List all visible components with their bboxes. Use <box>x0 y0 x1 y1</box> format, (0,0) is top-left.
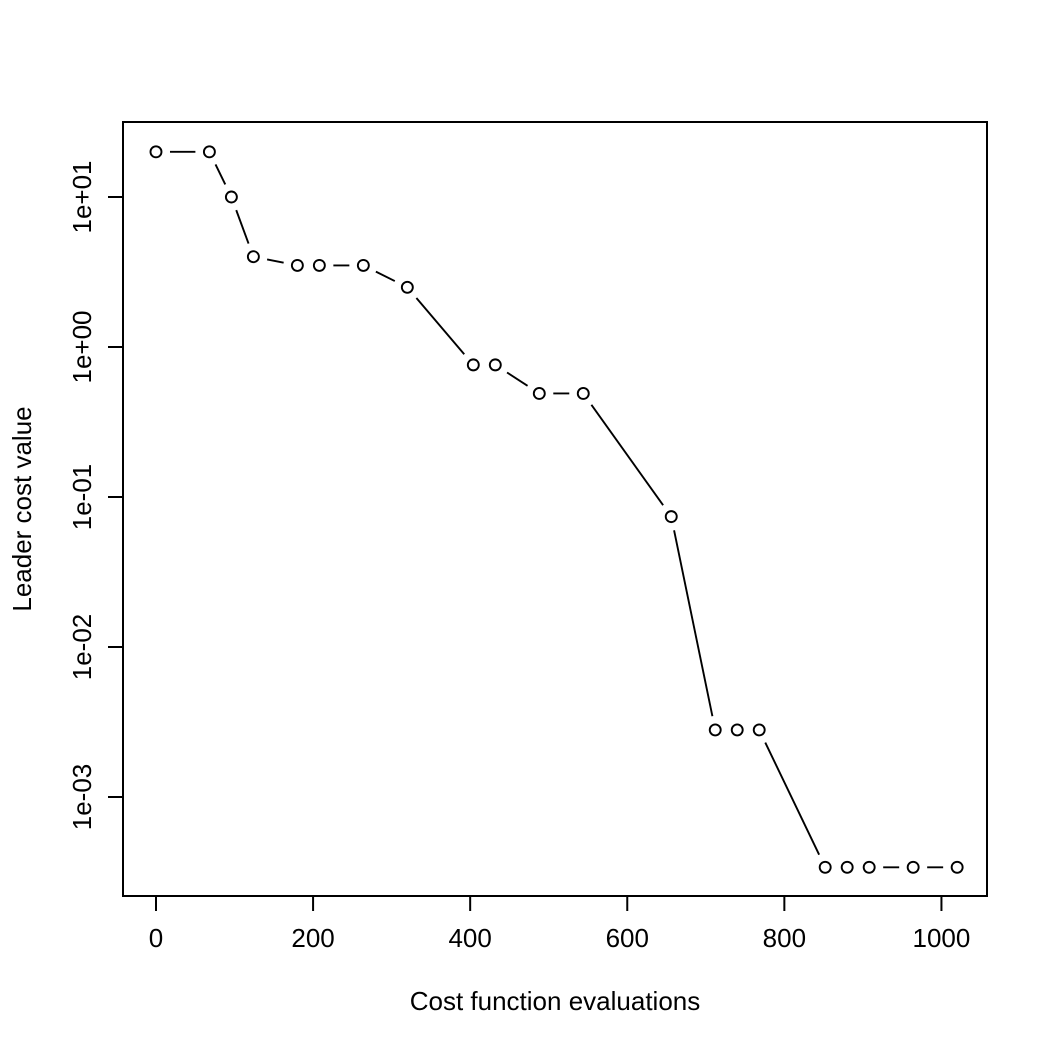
x-tick-label: 600 <box>605 923 649 953</box>
x-tick-label: 400 <box>448 923 492 953</box>
y-axis <box>67 160 123 830</box>
y-tick-label: 1e-01 <box>67 463 97 531</box>
data-point-marker <box>732 724 743 735</box>
y-axis-title: Leader cost value <box>7 406 37 612</box>
series-segment <box>507 373 528 386</box>
data-point-marker <box>248 251 259 262</box>
x-tick-label: 1000 <box>912 923 971 953</box>
data-point-marker <box>578 388 589 399</box>
data-point-marker <box>864 862 875 873</box>
data-point-marker <box>952 862 963 873</box>
data-point-marker <box>314 260 325 271</box>
x-tick-label: 0 <box>148 923 164 953</box>
series-segment <box>674 530 712 716</box>
data-point-marker <box>226 192 237 203</box>
series-segment <box>216 164 226 184</box>
data-point-marker <box>292 260 303 271</box>
data-point-marker <box>754 724 765 735</box>
data-point-marker <box>908 862 919 873</box>
x-tick-label: 800 <box>762 923 807 953</box>
series-segment <box>765 743 819 855</box>
data-point-marker <box>842 862 853 873</box>
y-tick-label: 1e-03 <box>67 763 97 831</box>
data-point-marker <box>666 511 677 522</box>
data-point-marker <box>358 260 369 271</box>
data-point-marker <box>534 388 545 399</box>
series-segment <box>236 210 248 243</box>
data-point-marker <box>402 282 413 293</box>
data-point-marker <box>204 146 215 157</box>
y-tick-label: 1e+00 <box>67 310 97 384</box>
data-point-marker <box>710 724 721 735</box>
x-axis-title: Cost function evaluations <box>409 986 701 1016</box>
data-point-marker <box>490 359 501 370</box>
series-segment <box>376 272 395 281</box>
y-tick-label: 1e-02 <box>67 613 97 681</box>
series-segment <box>267 259 284 262</box>
data-point-marker <box>150 146 161 157</box>
data-series <box>150 146 962 872</box>
plot-frame <box>123 122 987 896</box>
data-point-marker <box>468 359 479 370</box>
y-tick-label: 1e+01 <box>67 160 97 234</box>
x-axis <box>149 896 971 953</box>
series-segment <box>416 298 464 354</box>
x-tick-label: 200 <box>291 923 335 953</box>
series-segment <box>591 405 663 505</box>
data-point-marker <box>820 862 831 873</box>
